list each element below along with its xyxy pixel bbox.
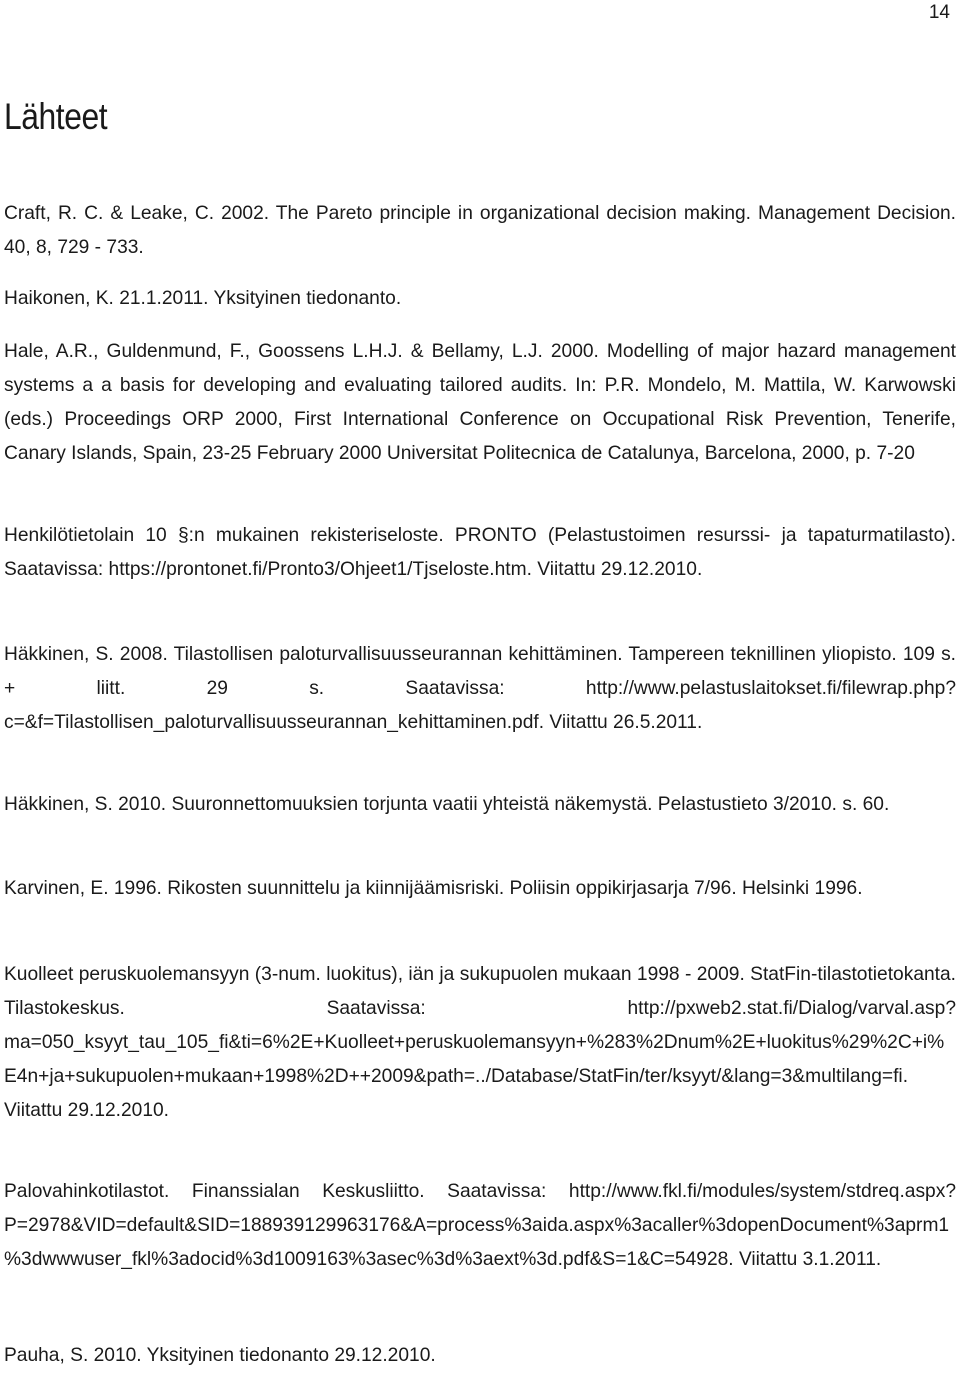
- page-title: Lähteet: [4, 96, 108, 137]
- reference-hakkinen-2008: Häkkinen, S. 2008. Tilastollisen paloturvallisuusseurannan kehittäminen. Tampereen teknillinen yliopisto. 109 s. + liitt. 29 s. Saatavissa: http://www.pelastuslaitokset.fi/filewrap.php?c=&f=Tilastollisen_paloturvallisuusseurannan_kehittaminen.pdf. Viitattu 26.5.2011.: [4, 644, 956, 733]
- reference-haikonen: Haikonen, K. 21.1.2011. Yksityinen tiedonanto.: [4, 288, 402, 309]
- reference-hakkinen-2010: Häkkinen, S. 2010. Suuronnettomuuksien torjunta vaatii yhteistä näkemystä. Pelastustieto 3/2010. s. 60.: [4, 794, 890, 815]
- reference-hale: Hale, A.R., Guldenmund, F., Goossens L.H.J. & Bellamy, L.J. 2000. Modelling of major hazard management systems a a basis for developing and evaluating tailored audits. In: P.R. Mondelo, M. Mattila, W. Karwowski (eds.) Proceedings ORP 2000, First International Conference on Occupational Risk Prevention, Tenerife, Canary Islands, Spain, 23-25 February 2000 Universitat Politecnica de Catalunya, Barcelona, 2000, p. 7-20: [4, 341, 956, 464]
- reference-karvinen: Karvinen, E. 1996. Rikosten suunnittelu ja kiinnijäämisriski. Poliisin oppikirjasarja 7/96. Helsinki 1996.: [4, 878, 863, 899]
- reference-craft: Craft, R. C. & Leake, C. 2002. The Pareto principle in organizational decision making. Management Decision. 40, 8, 729 - 733.: [4, 203, 956, 258]
- page-number: 14: [928, 2, 950, 23]
- reference-kuolleet: Kuolleet peruskuolemansyyn (3-num. luokitus), iän ja sukupuolen mukaan 1998 - 2009. StatFin-tilastotietokanta. Tilastokeskus. Saatavissa: http://pxweb2.stat.fi/Dialog/varval.asp?ma=050_ksyyt_tau_105_fi&ti=6%2E+Kuolleet+peruskuolemansyyn+%283%2Dnum%2E+luokitus%29%2C+i%E4n+ja+sukupuolen+mukaan+1998%2D++2009&path=../Database/StatFin/ter/ksyyt/&lang=3&multilang=fi. Viitattu 29.12.2010.: [4, 964, 956, 1121]
- reference-palovahinkotilastot: Palovahinkotilastot. Finanssialan Keskusliitto. Saatavissa: http://www.fkl.fi/modules/system/stdreq.aspx?P=2978&VID=default&SID=188939129963176&A=process%3aida.aspx%3acaller%3dopenDocument%3aprm1%3dwwwuser_fkl%3adocid%3d1009163%3asec%3d%3aext%3d.pdf&S=1&C=54928. Viitattu 3.1.2011.: [4, 1181, 956, 1270]
- reference-henkilotietolain: Henkilötietolain 10 §:n mukainen rekisteriseloste. PRONTO (Pelastustoimen resurssi- ja tapaturmatilasto). Saatavissa: https://prontonet.fi/Pronto3/Ohjeet1/Tjseloste.htm. Viitattu 29.12.2010.: [4, 525, 956, 580]
- reference-pauha: Pauha, S. 2010. Yksityinen tiedonanto 29.12.2010.: [4, 1345, 436, 1366]
